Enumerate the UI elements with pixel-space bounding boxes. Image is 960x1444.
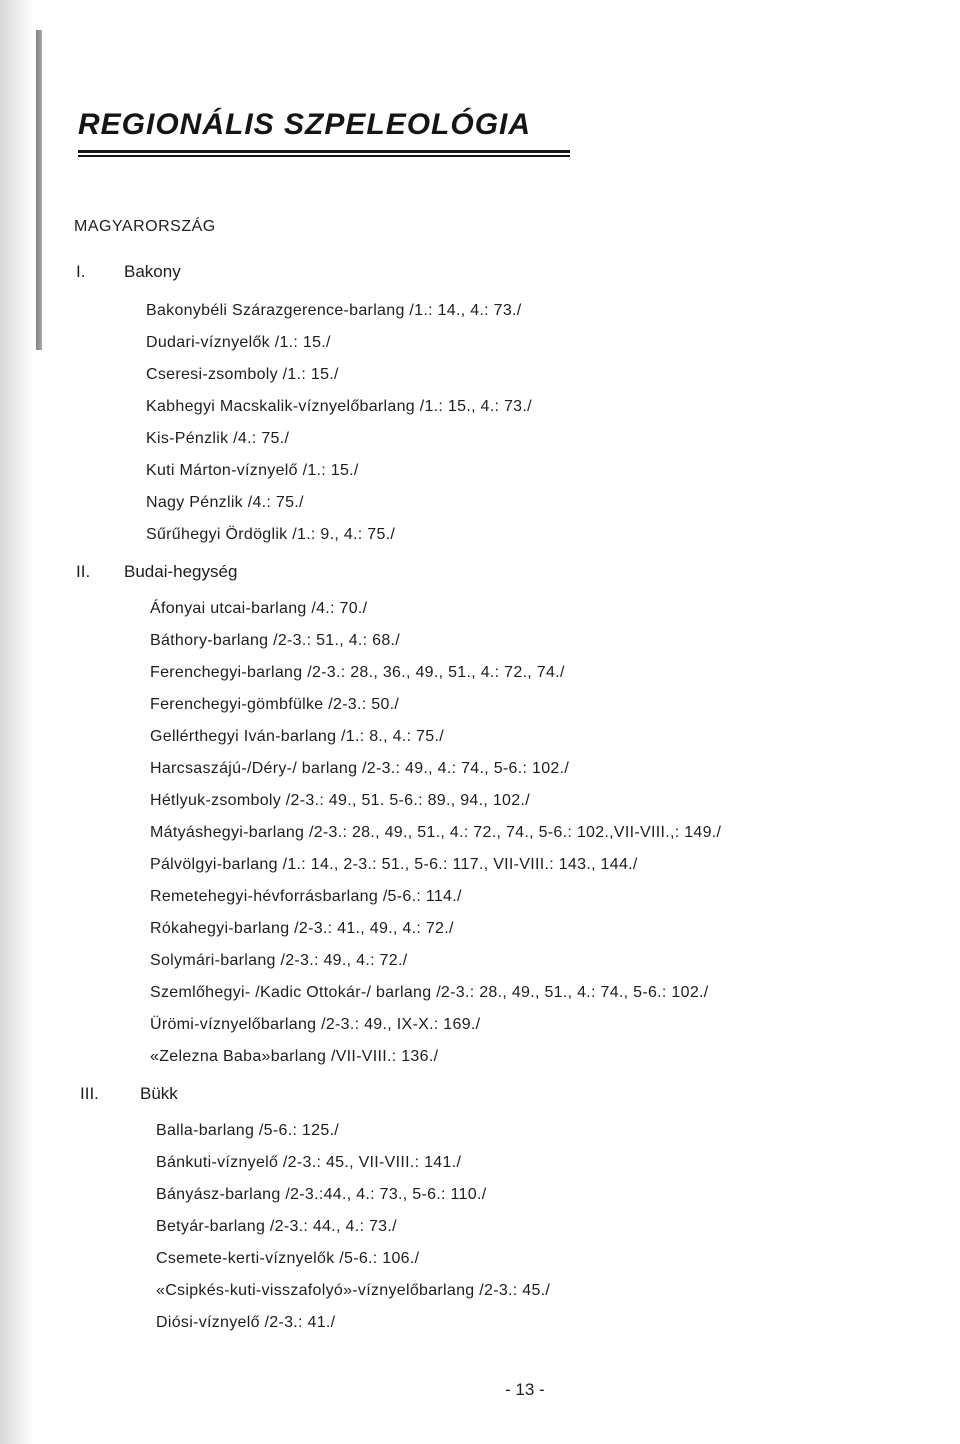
list-item: Szemlőhegyi- /Kadic Ottokár-/ barlang /2-3.: 28., 49., 51., 4.: 74., 5-6.: 102./ [150, 984, 709, 1001]
binding-mark [36, 30, 42, 350]
list-item: Pálvölgyi-barlang /1.: 14., 2-3.: 51., 5-6.: 117., VII-VIII.: 143., 144./ [150, 856, 638, 873]
section-title-budai-hegyseg: Budai-hegység [124, 562, 238, 581]
section-number-2: II. [76, 562, 91, 581]
section-number-3: III. [80, 1084, 99, 1103]
list-item: Ürömi-víznyelőbarlang /2-3.: 49., IX-X.: 169./ [150, 1016, 481, 1033]
list-item: Csemete-kerti-víznyelők /5-6.: 106./ [156, 1250, 420, 1267]
list-item: «Csipkés-kuti-visszafolyó»-víznyelőbarlang /2-3.: 45./ [156, 1282, 551, 1299]
page-number: - 13 - [505, 1380, 545, 1399]
list-item: Kis-Pénzlik /4.: 75./ [146, 430, 290, 447]
country-heading: MAGYARORSZÁG [74, 218, 216, 235]
list-item: Hétlyuk-zsomboly /2-3.: 49., 51. 5-6.: 89., 94., 102./ [150, 792, 530, 809]
list-item: Betyár-barlang /2-3.: 44., 4.: 73./ [156, 1218, 397, 1235]
list-item: Rókahegyi-barlang /2-3.: 41., 49., 4.: 72./ [150, 920, 454, 937]
list-item: Nagy Pénzlik /4.: 75./ [146, 494, 304, 511]
list-item: Báthory-barlang /2-3.: 51., 4.: 68./ [150, 632, 401, 649]
list-item: Kuti Márton-víznyelő /1.: 15./ [146, 462, 359, 479]
section-title-bakony: Bakony [124, 262, 181, 281]
list-item: Ferenchegyi-barlang /2-3.: 28., 36., 49., 51., 4.: 72., 74./ [150, 664, 565, 681]
list-item: Balla-barlang /5-6.: 125./ [156, 1122, 340, 1139]
list-item: Dudari-víznyelők /1.: 15./ [146, 334, 331, 351]
list-item: Bánkuti-víznyelő /2-3.: 45., VII-VIII.: 141./ [156, 1154, 462, 1171]
list-item: Remetehegyi-hévforrásbarlang /5-6.: 114./ [150, 888, 462, 905]
list-item: Bányász-barlang /2-3.:44., 4.: 73., 5-6.: 110./ [156, 1186, 487, 1203]
title-underline-second [78, 155, 570, 157]
list-item: Diósi-víznyelő /2-3.: 41./ [156, 1314, 336, 1331]
section-title-bukk: Bükk [140, 1084, 178, 1103]
list-item: «Zelezna Baba»barlang /VII-VIII.: 136./ [150, 1048, 439, 1065]
list-item: Kabhegyi Macskalik-víznyelőbarlang /1.: 15., 4.: 73./ [146, 398, 532, 415]
binding-shadow [0, 0, 34, 1444]
list-item: Bakonybéli Szárazgerence-barlang /1.: 14., 4.: 73./ [146, 302, 522, 319]
list-item: Cseresi-zsomboly /1.: 15./ [146, 366, 339, 383]
list-item: Harcsaszájú-/Déry-/ barlang /2-3.: 49., 4.: 74., 5-6.: 102./ [150, 760, 570, 777]
list-item: Mátyáshegyi-barlang /2-3.: 28., 49., 51., 4.: 72., 74., 5-6.: 102.,VII-VIII.,: 149./ [150, 824, 722, 841]
list-item: Áfonyai utcai-barlang /4.: 70./ [150, 600, 368, 617]
title-underline [78, 150, 570, 153]
section-number-1: I. [76, 262, 86, 281]
list-item: Ferenchegyi-gömbfülke /2-3.: 50./ [150, 696, 400, 713]
list-item: Solymári-barlang /2-3.: 49., 4.: 72./ [150, 952, 408, 969]
list-item: Gellérthegyi Iván-barlang /1.: 8., 4.: 75./ [150, 728, 444, 745]
page-title: REGIONÁLIS SZPELEOLÓGIA [78, 108, 532, 141]
list-item: Sűrűhegyi Ördöglik /1.: 9., 4.: 75./ [146, 526, 396, 543]
